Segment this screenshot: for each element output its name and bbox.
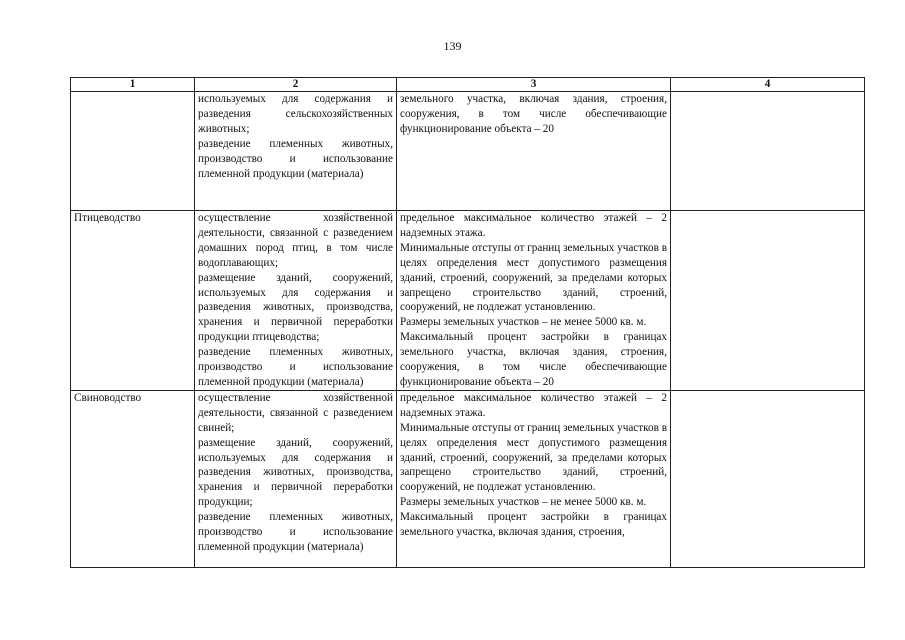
page-number: 139 [443, 39, 462, 53]
zoning-table [70, 77, 865, 568]
use-paragraph: размещение зданий, сооружений, используемых для содержания и разведения животных, производства, хранения и первичной переработки продукции; [198, 436, 393, 509]
header-col-2: 2 [195, 78, 397, 92]
use-paragraph: осуществление хозяйственной деятельности, связанной с разведением свиней; [198, 391, 393, 434]
parameters-cell [397, 92, 671, 211]
parameter-paragraph: земельного участка, включая здания, строения, сооружения, в том числе обеспечивающие функционирование объекта – 20 [400, 93, 667, 135]
parameter-paragraph: Максимальный процент застройки в границах земельного участка, включая здания, строения, [400, 511, 667, 539]
use-name-cell: Свиноводство [71, 390, 195, 567]
use-name-cell [71, 92, 195, 211]
notes-cell [671, 211, 865, 391]
header-col-3: 3 [397, 78, 671, 92]
use-name-cell: Птицеводство [71, 211, 195, 391]
table-row [71, 92, 865, 211]
parameter-paragraph: Размеры земельных участков – не менее 5000 кв. м. [400, 316, 647, 329]
use-paragraph: осуществление хозяйственной деятельности, связанной с разведением домашних пород птиц, в том числе водоплавающих; [198, 212, 393, 269]
header-col-1: 1 [71, 78, 195, 92]
use-paragraph: размещение зданий, сооружений, используемых для содержания и разведения животных, производства, хранения и первичной переработки продукции птицеводства; [198, 271, 393, 344]
notes-cell [671, 92, 865, 211]
parameter-paragraph: Минимальные отступы от границ земельных участков в целях определения мест допустимого размещения зданий, строений, сооружений, за пределами которых запрещено строительство зданий, строений, сооружений, не подлежат установлению. [400, 421, 667, 494]
notes-cell [671, 390, 865, 567]
header-row [71, 78, 865, 92]
use-paragraph: используемых для содержания и разведения сельскохозяйственных животных; [198, 93, 393, 135]
use-paragraph: разведение племенных животных, производство и использование племенной продукции (материала) [198, 511, 393, 553]
parameter-paragraph: предельное максимальное количество этажей – 2 надземных этажа. [400, 391, 667, 419]
parameter-paragraph: Минимальные отступы от границ земельных участков в целях определения мест допустимого размещения зданий, строений, сооружений, за пределами которых запрещено строительство зданий, строений, сооружений, не подлежат установлению. [400, 241, 667, 314]
permitted-uses-cell [195, 92, 397, 211]
table-row [71, 390, 865, 567]
use-paragraph: разведение племенных животных, производство и использование племенной продукции (материала) [198, 137, 393, 180]
permitted-uses-cell [195, 211, 397, 391]
parameters-cell [397, 211, 671, 391]
parameters-cell [397, 390, 671, 567]
header-col-4: 4 [671, 78, 865, 92]
permitted-uses-cell [195, 390, 397, 567]
parameter-paragraph: Размеры земельных участков – не менее 5000 кв. м. [400, 496, 647, 509]
table-row [71, 211, 865, 391]
parameter-paragraph: Максимальный процент застройки в границах земельного участка, включая здания, строения, сооружения, в том числе обеспечивающие функционирование объекта – 20 [400, 331, 667, 388]
use-paragraph: разведение племенных животных, производство и использование племенной продукции (материала) [198, 346, 393, 388]
parameter-paragraph: предельное максимальное количество этажей – 2 надземных этажа. [400, 212, 667, 239]
